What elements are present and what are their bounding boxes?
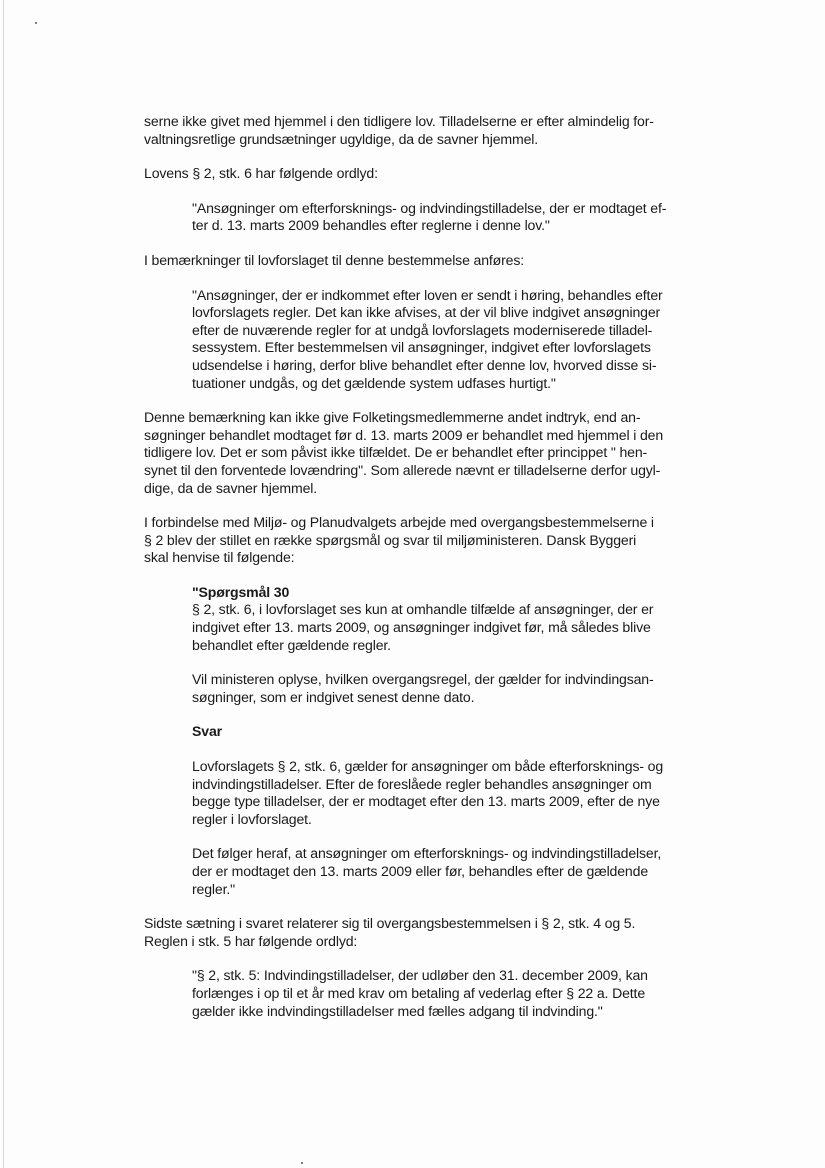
page-edge [3, 0, 4, 1168]
scan-speck [35, 22, 37, 24]
document-body [144, 113, 724, 1020]
paragraph-2: Lovens § 2, stk. 6 har følgende ordlyd: [144, 165, 378, 182]
answer-heading: Svar [192, 723, 222, 740]
quote-1: "Ansøgninger om efterforsknings- og indvindingstilladelse, der er modtaget ef- ter d. 13. marts 2009 behandles efter reglerne i denne lov." [192, 199, 667, 234]
quote-4: "§ 2, stk. 5: Indvindingstilladelser, der udløber den 31. december 2009, kan forlænges i op til et år med krav om betaling af vederlag efter § 22 a. Dette gælder ikke indvindingstilladelser med fælles adgang til indvinding." [192, 967, 648, 1019]
question-heading: "Spørgsmål 30 [192, 583, 290, 600]
paragraph-6: Sidste sætning i svaret relaterer sig til overgangsbestemmelsen i § 2, stk. 4 og 5. Reglen i stk. 5 har følgende ordlyd: [144, 915, 636, 949]
paragraph-3: I bemærkninger til lovforslaget til denne bestemmelse anføres: [144, 251, 525, 268]
paragraph-4: Denne bemærkning kan ikke give Folketingsmedlemmerne andet indtryk, end an- søgninger behandlet modtaget før d. 13. marts 2009 er behandlet med hjemmel i den tidligere lov. Det er som påvist ikke tilfældet. De er behandlet efter princippet " hen- synet til den forventede lovændring". Som allerede nævnt er tilladelserne derfor ugyl- dige, da de savner hjemmel. [144, 409, 664, 496]
scan-speck [301, 1162, 303, 1164]
paragraph-1: serne ikke givet med hjemmel i den tidligere lov. Tilladelserne er efter almindelig for- valtningsretlige grundsætninger ugyldige, da de savner hjemmel. [144, 113, 654, 147]
quote-2: "Ansøgninger, der er indkommet efter loven er sendt i høring, behandles efter lovforslagets regler. Det kan ikke afvises, at der vil blive indgivet ansøgninger efter de nuværende regler for at undgå lovforslagets moderniserede tilladel- sessystem. Efter bestemmelsen vil ansøgninger, indgivet efter lovforslagets udsendelse i høring, derfor blive behandlet efter denne lov, hvorved disse si- tuationer undgås, og det gældende system udfases hurtigt." [192, 286, 663, 391]
paragraph-5: I forbindelse med Miljø- og Planudvalgets arbejde med overgangsbestemmelserne i § 2 blev der stillet en række spørgsmål og svar til miljøministeren. Dansk Byggeri skal henvise til følgende: [144, 514, 654, 566]
quote-3: "Spørgsmål 30 § 2, stk. 6, i lovforslaget ses kun at omhandle tilfælde af ansøgninger, der er indgivet efter 13. marts 2009, og ansøgninger indgivet før, må således blive behandlet efter gældende regler. Vil ministeren oplyse, hvilken overgangsregel, der gælder for indvindingsan- søgninger, som er indgivet senest denne dato. Svar Lovforslagets § 2, stk. 6, gælder for ansøgninger om både efterforsknings- og indvindingstilladelser. Efter de foreslåede regler behandles ansøgninger om begge type tilladelser, der er modtaget efter den 13. marts 2009, efter de nye regler i lovforslaget. Det følger heraf, at ansøgninger om efterforsknings- og indvindingstilladelser, der er modtaget den 13. marts 2009 eller før, behandles efter de gældende regler." [192, 584, 724, 898]
